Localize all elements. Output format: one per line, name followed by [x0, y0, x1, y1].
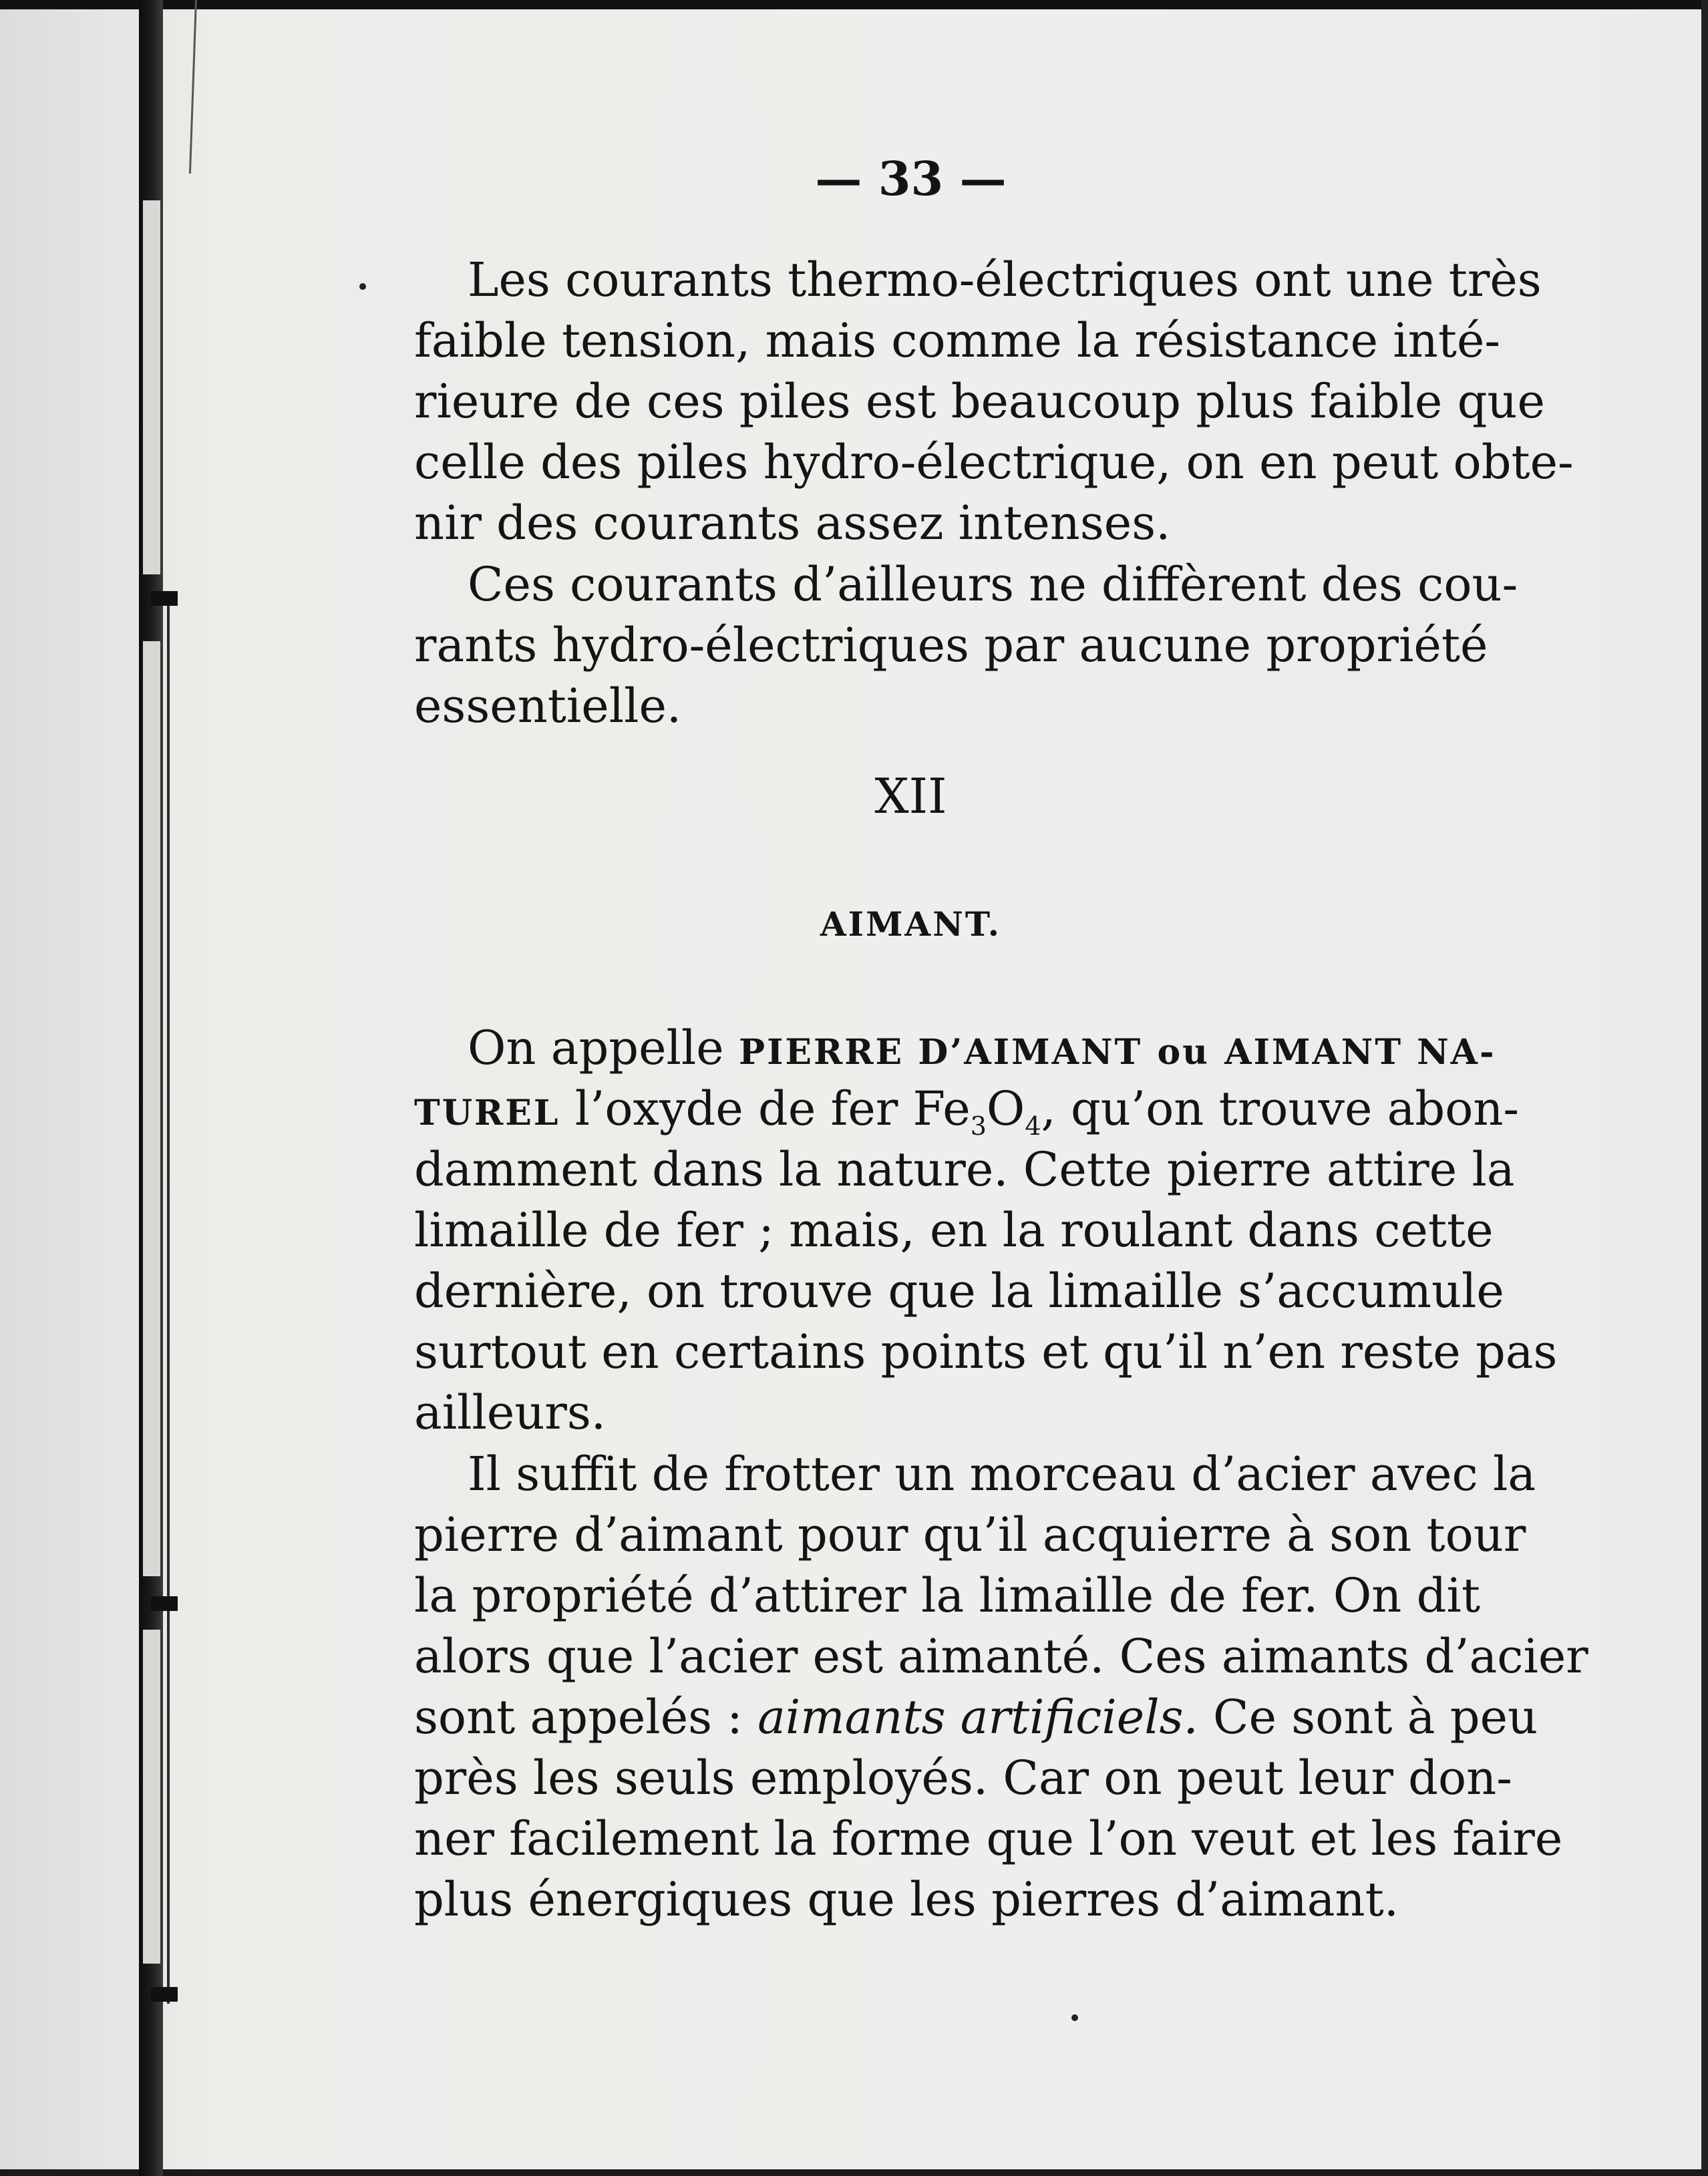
- text-line: celle des piles hydro-électrique, on en peut obte-: [414, 435, 1574, 490]
- formula-prefix: l’oxyde de fer Fe: [574, 1081, 971, 1136]
- scan-top-edge: [0, 0, 1708, 9]
- spine-gap: [143, 1630, 160, 1964]
- paragraph-artificial-magnets: [414, 1444, 1588, 1930]
- text-line: Il suffit de frotter un morceau d’acier avec la: [468, 1447, 1536, 1501]
- binding-stitch: [151, 1987, 178, 2002]
- term-aimant-naturel-end: TUREL: [414, 1093, 560, 1133]
- text-line: [414, 1018, 1496, 1079]
- speck: [1071, 2014, 1078, 2021]
- section-title: AIMANT.: [820, 904, 1002, 944]
- text-run: , qu’on trouve abon-: [1041, 1081, 1520, 1136]
- spine-gap: [143, 200, 160, 574]
- text-line: Ces courants d’ailleurs ne diffèrent des cou-: [468, 557, 1518, 612]
- text-line: damment dans la nature. Cette pierre attire la: [414, 1142, 1515, 1197]
- text-line: rants hydro-électriques par aucune propriété: [414, 618, 1488, 673]
- text-run: [574, 1081, 1520, 1141]
- formula-subscript: 4: [1025, 1111, 1041, 1141]
- text-line: ner facilement la forme que l’on veut et les faire: [414, 1811, 1563, 1866]
- paragraph-properties: [414, 554, 1518, 737]
- term-aimants-artificiels: aimants artificiels.: [757, 1690, 1198, 1745]
- text-line: [414, 1079, 1520, 1141]
- text-line: plus énergiques que les pierres d’aimant.: [414, 1872, 1399, 1927]
- paragraph-natural-magnet: [414, 1018, 1558, 1443]
- text-line: ailleurs.: [414, 1385, 607, 1440]
- text-line: surtout en certains points et qu’il n’en reste pas: [414, 1324, 1558, 1379]
- text-run: On appelle: [468, 1021, 724, 1075]
- text-line: rieure de ces piles est beaucoup plus faible que: [414, 374, 1545, 429]
- text-line: faible tension, mais comme la résistance inté-: [414, 313, 1501, 368]
- text-run: ou: [1157, 1032, 1210, 1073]
- text-line: près les seuls employés. Car on peut leur don-: [414, 1751, 1512, 1805]
- text-run: Ce sont à peu: [1213, 1690, 1538, 1745]
- text-run: sont appelés :: [414, 1690, 743, 1745]
- text-line: Les courants thermo-électriques ont une très: [468, 252, 1542, 307]
- binding-stitch: [151, 591, 178, 606]
- formula-subscript: 3: [970, 1111, 987, 1141]
- chapter-number: XII: [874, 768, 947, 824]
- text-line: dernière, on trouve que la limaille s’accumule: [414, 1264, 1504, 1318]
- text-line: essentielle.: [414, 679, 682, 733]
- text-line: [414, 1687, 1538, 1748]
- term-aimant-naturel: AIMANT NA-: [1224, 1032, 1496, 1073]
- paragraph-thermo-currents: [414, 250, 1574, 554]
- text-line: pierre d’aimant pour qu’il acquierre à son tour: [414, 1507, 1526, 1562]
- scan-bottom-edge: [0, 2169, 1708, 2176]
- text-line: limaille de fer ; mais, en la roulant dans cette: [414, 1203, 1494, 1258]
- text-line: la propriété d’attirer la limaille de fer. On dit: [414, 1568, 1480, 1623]
- binding-stitch: [151, 1596, 178, 1611]
- formula-oxygen: O: [986, 1081, 1025, 1136]
- text-line: alors que l’acier est aimanté. Ces aimants d’acier: [414, 1629, 1588, 1684]
- text-line: nir des courants assez intenses.: [414, 496, 1171, 550]
- scan-right-edge: [1701, 0, 1708, 2176]
- page-number: — 33 —: [815, 151, 1007, 206]
- term-pierre-aimant: PIERRE D’AIMANT: [738, 1032, 1143, 1073]
- speck: [359, 283, 366, 290]
